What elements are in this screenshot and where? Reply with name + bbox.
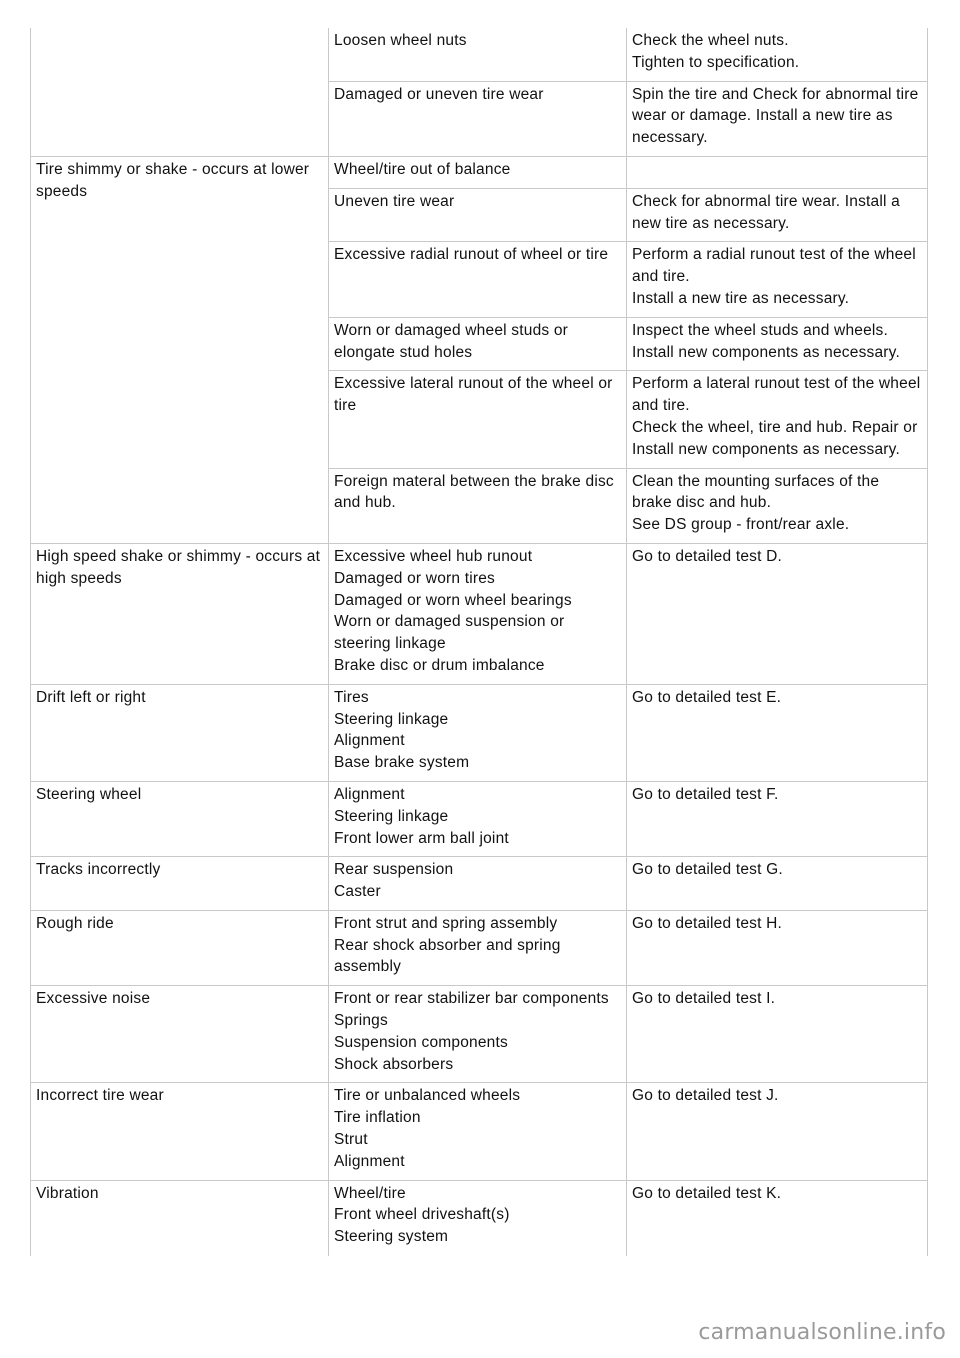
action-cell-line: Check for abnormal tire wear. Install a new tire as necessary. — [632, 192, 900, 232]
action-cell — [627, 317, 928, 371]
symptom-cell-line: Tracks incorrectly — [36, 861, 161, 879]
table-row — [31, 857, 928, 911]
symptom-cell-line: Rough ride — [36, 914, 114, 932]
cause-cell-line: Base brake system — [334, 754, 470, 772]
action-cell-line: Install a new tire as necessary. — [632, 289, 850, 307]
cause-cell — [329, 1083, 627, 1180]
cause-cell — [329, 543, 627, 684]
symptom-cell — [31, 684, 329, 781]
table-row — [31, 684, 928, 781]
action-cell-line: Go to detailed test J. — [632, 1087, 779, 1105]
action-cell — [627, 1180, 928, 1256]
table-row — [31, 543, 928, 684]
action-cell-line: Go to detailed test H. — [632, 914, 783, 932]
action-cell — [627, 188, 928, 242]
cause-cell-line: Damaged or worn wheel bearings — [334, 591, 572, 609]
cause-cell-line: Steering linkage — [334, 710, 449, 728]
cause-cell — [329, 28, 627, 81]
symptom-cell — [31, 1180, 329, 1256]
table-row — [31, 1180, 928, 1256]
cause-cell-line: Foreign materal between the brake disc and hub. — [334, 472, 614, 512]
cause-cell-line: Alignment — [334, 732, 405, 750]
table-row — [31, 1083, 928, 1180]
cause-cell-line: Strut — [334, 1131, 368, 1149]
action-cell-line: Check the wheel, tire and hub. Repair or Install new components as necessary. — [632, 418, 918, 458]
symptom-cell — [31, 1083, 329, 1180]
symptom-cell-line: Steering wheel — [36, 785, 142, 803]
action-cell — [627, 684, 928, 781]
cause-cell-line: Uneven tire wear — [334, 192, 455, 210]
symptom-cell-line: Vibration — [36, 1184, 99, 1202]
cause-cell — [329, 468, 627, 543]
cause-cell-line: Front or rear stabilizer bar components — [334, 990, 609, 1008]
cause-cell-line: Wheel/tire out of balance — [334, 160, 511, 178]
symptom-cell — [31, 910, 329, 985]
cause-cell-line: Steering system — [334, 1228, 449, 1246]
cause-cell-line: Excessive radial runout of wheel or tire — [334, 246, 609, 264]
action-cell — [627, 371, 928, 468]
symptom-cell — [31, 28, 329, 156]
cause-cell-line: Alignment — [334, 785, 405, 803]
action-cell — [627, 28, 928, 81]
cause-cell — [329, 910, 627, 985]
cause-cell-line: Alignment — [334, 1152, 405, 1170]
cause-cell-line: Caster — [334, 883, 381, 901]
cause-cell — [329, 986, 627, 1083]
diagnosis-table-body — [31, 28, 928, 1256]
action-cell — [627, 857, 928, 911]
action-cell — [627, 986, 928, 1083]
action-cell — [627, 781, 928, 856]
cause-cell-line: Front wheel driveshaft(s) — [334, 1206, 510, 1224]
action-cell-line: Perform a radial runout test of the wheel and tire. — [632, 246, 916, 286]
action-cell-line: Go to detailed test I. — [632, 990, 776, 1008]
cause-cell-line: Shock absorbers — [334, 1055, 454, 1073]
cause-cell-line: Worn or damaged wheel studs or elongate stud holes — [334, 321, 569, 361]
cause-cell — [329, 81, 627, 156]
action-cell — [627, 468, 928, 543]
cause-cell-line: Tires — [334, 688, 369, 706]
cause-cell — [329, 684, 627, 781]
cause-cell-line: Front lower arm ball joint — [334, 829, 509, 847]
cause-cell-line: Front strut and spring assembly — [334, 914, 558, 932]
cause-cell-line: Suspension components — [334, 1033, 508, 1051]
table-row — [31, 781, 928, 856]
cause-cell — [329, 1180, 627, 1256]
action-cell — [627, 543, 928, 684]
action-cell-line: Install new components as necessary. — [632, 343, 900, 361]
cause-cell-line: Excessive wheel hub runout — [334, 547, 533, 565]
action-cell-line: Tighten to specification. — [632, 53, 800, 71]
action-cell — [627, 242, 928, 317]
diagnosis-table — [30, 28, 928, 1256]
table-row — [31, 986, 928, 1083]
action-cell-line: Clean the mounting surfaces of the brake disc and hub. — [632, 472, 880, 512]
action-cell-line: Check the wheel nuts. — [632, 32, 789, 49]
symptom-cell-line: Incorrect tire wear — [36, 1087, 164, 1105]
cause-cell-line: Tire or unbalanced wheels — [334, 1087, 521, 1105]
cause-cell-line: Loosen wheel nuts — [334, 32, 467, 49]
table-row — [31, 156, 928, 188]
cause-cell-line: Damaged or worn tires — [334, 569, 495, 587]
cause-cell-line: Brake disc or drum imbalance — [334, 656, 545, 674]
cause-cell-line: Damaged or uneven tire wear — [334, 85, 544, 103]
cause-cell-line: Worn or damaged suspension or steering linkage — [334, 613, 565, 653]
cause-cell — [329, 781, 627, 856]
symptom-cell-line: Drift left or right — [36, 688, 146, 706]
cause-cell — [329, 857, 627, 911]
symptom-cell-line: Tire shimmy or shake - occurs at lower speeds — [36, 160, 310, 200]
cause-cell-line: Steering linkage — [334, 807, 449, 825]
cause-cell-line: Wheel/tire — [334, 1184, 406, 1202]
action-cell — [627, 1083, 928, 1180]
cause-cell-line: Tire inflation — [334, 1109, 421, 1127]
action-cell-line: Go to detailed test D. — [632, 547, 783, 565]
cause-cell — [329, 156, 627, 188]
symptom-cell-line: Excessive noise — [36, 990, 151, 1008]
action-cell-line: Spin the tire and Check for abnormal tire wear or damage. Install a new tire as necessary. — [632, 85, 919, 147]
site-watermark: carmanualsonline.info — [698, 1320, 946, 1345]
symptom-cell-line: High speed shake or shimmy - occurs at high speeds — [36, 547, 321, 587]
action-cell-line: Go to detailed test E. — [632, 688, 782, 706]
action-cell-line: Inspect the wheel studs and wheels. — [632, 321, 889, 339]
symptom-cell — [31, 781, 329, 856]
table-row — [31, 28, 928, 81]
cause-cell-line: Rear shock absorber and spring assembly — [334, 936, 561, 976]
cause-cell — [329, 188, 627, 242]
action-cell-line: Go to detailed test F. — [632, 785, 779, 803]
action-cell-line: See DS group - front/rear axle. — [632, 516, 850, 534]
action-cell — [627, 156, 928, 188]
symptom-cell — [31, 986, 329, 1083]
table-row — [31, 910, 928, 985]
cause-cell-line: Excessive lateral runout of the wheel or tire — [334, 375, 613, 415]
symptom-cell — [31, 156, 329, 543]
action-cell — [627, 81, 928, 156]
cause-cell — [329, 371, 627, 468]
cause-cell — [329, 317, 627, 371]
action-cell — [627, 910, 928, 985]
cause-cell-line: Rear suspension — [334, 861, 454, 879]
action-cell-line: Go to detailed test K. — [632, 1184, 782, 1202]
cause-cell-line: Springs — [334, 1012, 388, 1030]
symptom-cell — [31, 857, 329, 911]
action-cell-line: Go to detailed test G. — [632, 861, 783, 879]
action-cell-line: Perform a lateral runout test of the wheel and tire. — [632, 375, 921, 415]
symptom-cell — [31, 543, 329, 684]
cause-cell — [329, 242, 627, 317]
